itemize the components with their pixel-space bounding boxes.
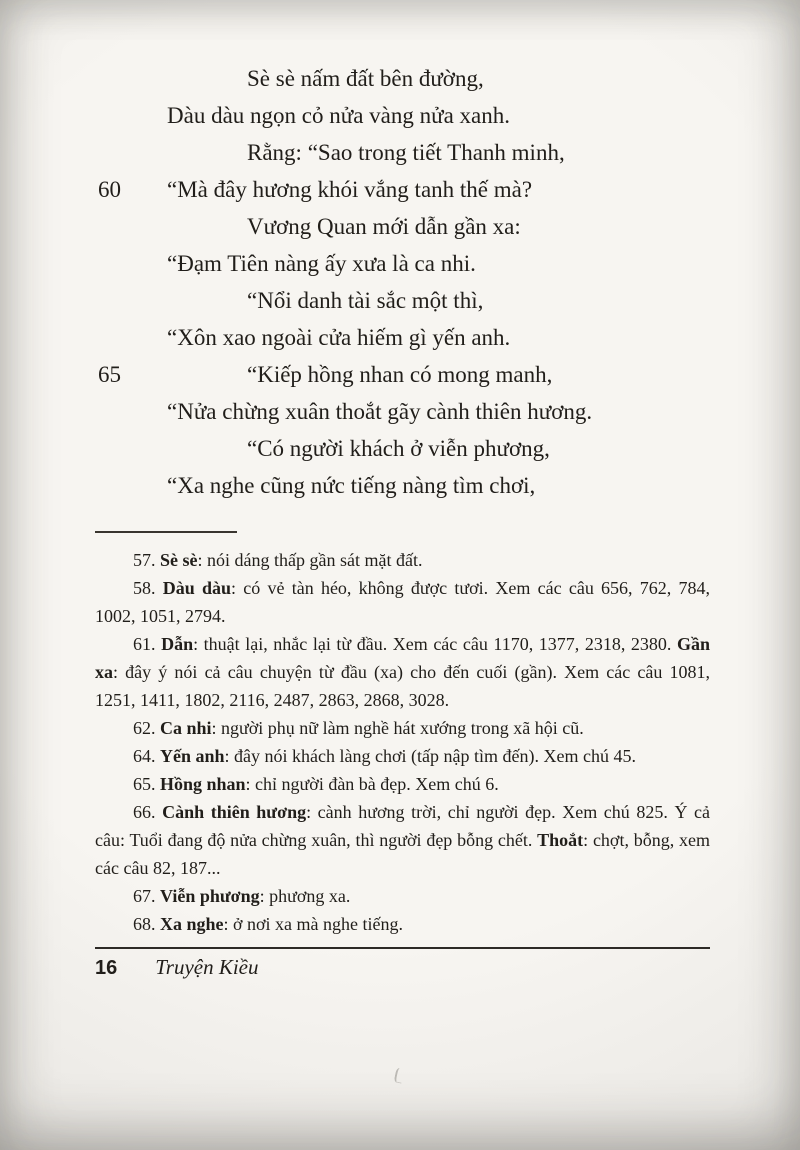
poem <box>95 60 710 504</box>
footnote-term: Hồng nhan <box>160 774 246 794</box>
footnote <box>95 742 710 770</box>
footnote-term: Viễn phương <box>160 886 260 906</box>
poem-line-text: Rằng: “Sao trong tiết Thanh minh, <box>247 140 565 165</box>
poem-line <box>95 282 710 319</box>
footnote-text: 64. <box>133 746 160 766</box>
footnote <box>95 882 710 910</box>
footnote-term: Yến anh <box>160 746 225 766</box>
footnote <box>95 714 710 742</box>
poem-line-text: “Xa nghe cũng nức tiếng nàng tìm chơi, <box>167 473 536 498</box>
footnote-text: : nói dáng thấp gần sát mặt đất. <box>197 550 423 570</box>
footnote-separator <box>95 531 237 533</box>
footnote-text: 61. <box>133 634 162 654</box>
footnote-term: Ca nhi <box>160 718 212 738</box>
footnote-text: 65. <box>133 774 160 794</box>
poem-line <box>95 393 710 430</box>
footnote <box>95 574 710 630</box>
scan-artifact <box>394 1067 405 1083</box>
footnote-term: Thoắt <box>537 830 584 850</box>
poem-line <box>95 171 710 208</box>
page-footer <box>95 947 710 980</box>
footnote-text: : chỉ người đàn bà đẹp. Xem chú 6. <box>245 774 499 794</box>
footnote-term: Dẫn <box>161 634 194 654</box>
footnote-text: : chợt, bỗng, xem các câu 82, 187... <box>95 830 711 878</box>
footnote <box>95 798 710 882</box>
footnote-term: Sè sè <box>160 550 198 570</box>
footnote-text: 68. <box>133 914 160 934</box>
verse-number: 60 <box>98 177 121 202</box>
poem-line-text: Dàu dàu ngọn cỏ nửa vàng nửa xanh. <box>167 103 511 128</box>
footnote-text: : ở nơi xa mà nghe tiếng. <box>223 914 404 934</box>
poem-line <box>95 60 710 97</box>
footnote-term: Cành thiên hương <box>162 802 307 822</box>
poem-line <box>95 467 710 504</box>
poem-line-text: “Có người khách ở viễn phương, <box>247 436 550 461</box>
footnote-text: : có vẻ tàn héo, không được tươi. Xem các câu 656, 762, 784, 1002, 1051, 2794. <box>95 578 711 626</box>
poem-line <box>95 245 710 282</box>
footnote <box>95 770 710 798</box>
footnote-text: : đây ý nói cả câu chuyện từ đầu (xa) cho đến cuối (gần). Xem các câu 1081, 1251, 1411, 1802, 2116, 2487, 2863, 2868, 3028. <box>95 662 710 710</box>
poem-line-text: “Đạm Tiên nàng ấy xưa là ca nhi. <box>167 251 476 276</box>
footnote-text: 62. <box>133 718 160 738</box>
footnote-text: : thuật lại, nhắc lại từ đầu. Xem các câu 1170, 1377, 2318, 2380. <box>193 634 677 654</box>
poem-line <box>95 319 710 356</box>
footnotes <box>95 546 710 938</box>
poem-line-text: “Xôn xao ngoài cửa hiếm gì yến anh. <box>167 325 511 350</box>
footnote-term: Dàu dàu <box>162 578 232 598</box>
poem-line-text: “Kiếp hồng nhan có mong manh, <box>247 362 553 387</box>
book-title: Truyện Kiều <box>155 955 259 979</box>
poem-line <box>95 134 710 171</box>
footnote <box>95 546 710 574</box>
footnote-text: : phương xa. <box>259 886 351 906</box>
page-number: 16 <box>95 957 118 979</box>
poem-line-text: Vương Quan mới dẫn gần xa: <box>247 214 521 239</box>
poem-line-text: “Nửa chừng xuân thoắt gãy cành thiên hương. <box>167 399 593 424</box>
footnote-term: Xa nghe <box>160 914 224 934</box>
footnote-text: 67. <box>133 886 160 906</box>
verse-number: 65 <box>98 362 121 387</box>
poem-line-text: Sè sè nấm đất bên đường, <box>247 66 484 91</box>
footnote-text: 57. <box>133 550 160 570</box>
footnote-text: 58. <box>133 578 163 598</box>
footnote-text: : người phụ nữ làm nghề hát xướng trong xã hội cũ. <box>211 718 584 738</box>
poem-line <box>95 356 710 393</box>
footnote-text: : đây nói khách làng chơi (tấp nập tìm đến). Xem chú 45. <box>224 746 636 766</box>
footnote <box>95 630 710 714</box>
footnote <box>95 910 710 938</box>
poem-line-text: “Nổi danh tài sắc một thì, <box>247 288 484 313</box>
footnote-text: : cành hương trời, chỉ người đẹp. Xem chú 825. Ý cả câu: Tuổi đang độ nửa chừng xuân, thì người đẹp bỗng chết. <box>95 802 711 850</box>
poem-line <box>95 430 710 467</box>
poem-line <box>95 208 710 245</box>
poem-line <box>95 97 710 134</box>
footnote-term: Gần xa <box>95 634 711 682</box>
footnote-text: 66. <box>133 802 163 822</box>
poem-line-text: “Mà đây hương khói vắng tanh thế mà? <box>167 177 533 202</box>
